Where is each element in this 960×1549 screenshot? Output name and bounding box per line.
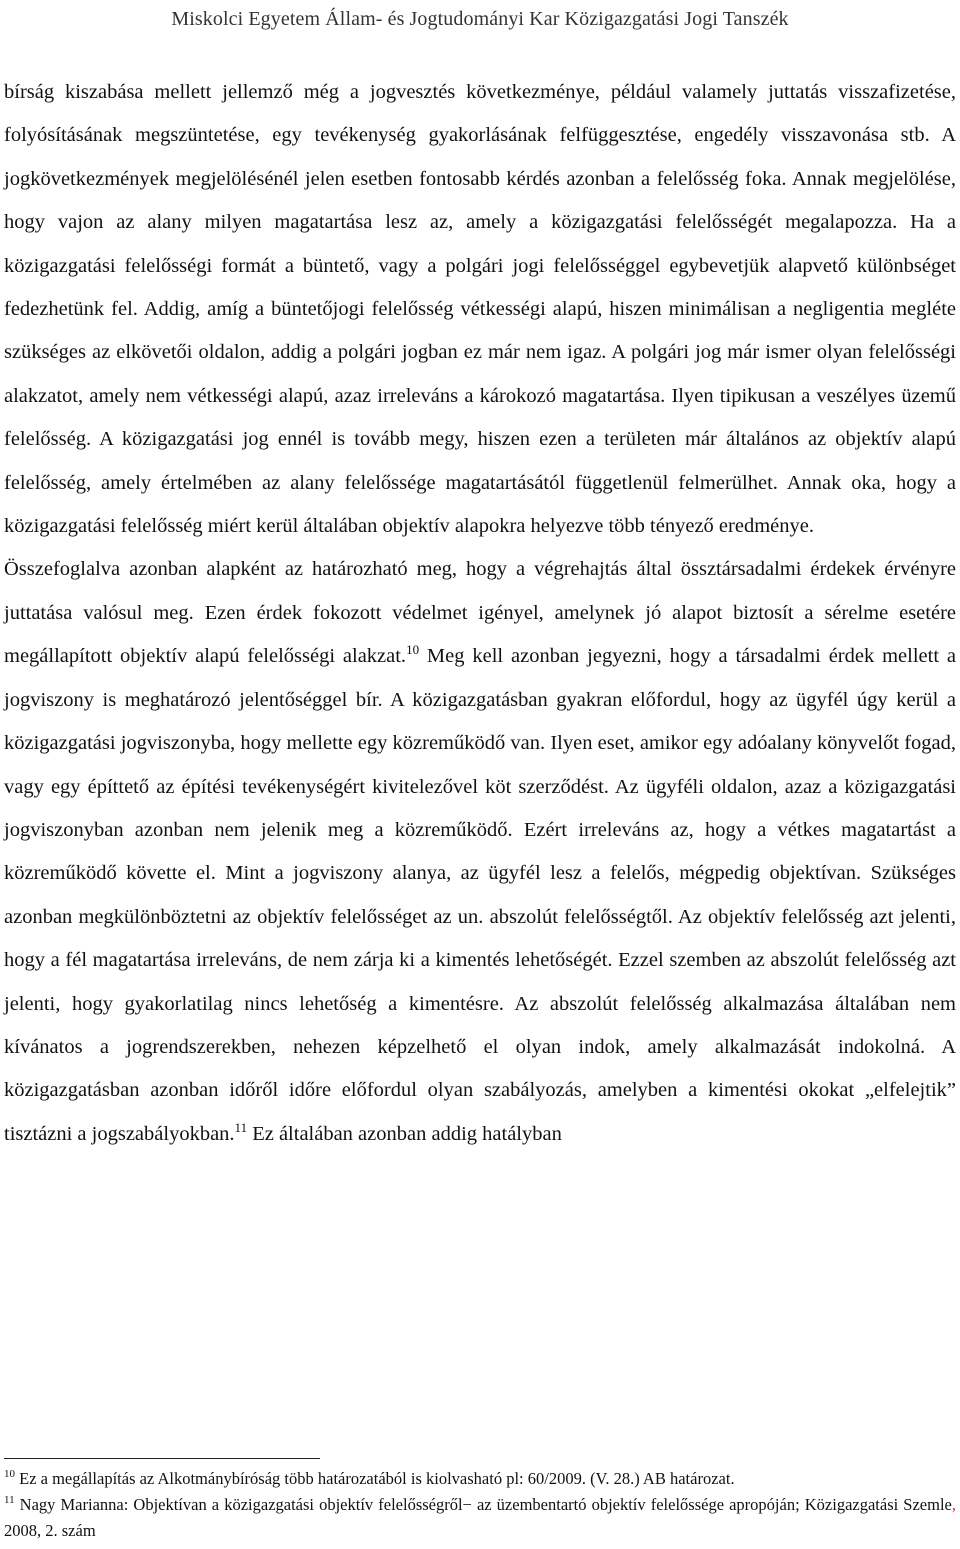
paragraph-2-part-b: Meg kell azonban jegyezni, hogy a társadalmi érdek mellett a jogviszony is meghatározó jelentőséggel bír. A közigazgatásban gyakran előfordul, hogy az ügyfél úgy kerül a közigazgatási jogviszonyba, hogy mellette egy közreműködő van. Ilyen eset, amikor egy adóalany könyvelőt fogad, vagy egy építtető az építési tevékenységért kivitelezővel köt szerződést. Az ügyféli oldalon, azaz a közigazgatási jogviszonyban azonban nem jelenik meg a közreműködő. Ezért irreleváns az, hogy a vétkes magatartást a közreműködő követte el. Mint a jogviszony alanya, az ügyfél lesz a felelős, mégpedig objektívan. Szükséges azonban megkülönböztetni az objektív felelősséget az un. abszolút felelősségtől. Az objektív felelősség azt jelenti, hogy a fél magatartása irreleváns, de nem zárja ki a kimentés lehetőségét. Ezzel szemben az abszolút felelősség azt jelenti, hogy gyakorlatilag nincs lehetőség a kimentésre. Az abszolút felelősség alkalmazása általában nem kívánatos a jogrendszerekben, nehezen képzelhető el olyan indok, amely alkalmazását indokolná. A közigazgatásban azonban időről időre előfordul olyan szabályozás, amelyben a kimentési okokat „elfelejtik” tisztázni a jogszabályokban. — [4, 645, 956, 1145]
footnotes — [4, 1466, 956, 1544]
paragraph-1: bírság kiszabása mellett jellemző még a jogvesztés következménye, például valamely juttatás visszafizetése, folyósításának megszüntetése, egy tevékenység gyakorlásának felfüggesztése, engedély visszavonása stb. A jogkövetkezmények megjelölésénél jelen esetben fontosabb kérdés azonban a felelősség foka. Annak megjelölése, hogy vajon az alany milyen magatartása lesz az, amely a közigazgatási felelősségét megalapozza. Ha a közigazgatási felelősségi formát a büntető, vagy a polgári jogi felelősséggel egybevetjük alapvető különbséget fedezhetünk fel. Addig, amíg a büntetőjogi felelősség vétkességi alapú, hiszen minimálisan a negligentia megléte szükséges az elkövetői oldalon, addig a polgári jogban ez már nem igaz. A polgári jog már ismer olyan felelősségi alakzatot, amely nem vétkességi alapú, azaz irreleváns a károkozó magatartása. Ilyen tipikusan a veszélyes üzemű felelősség. A közigazgatási jog ennél is tovább megy, hiszen ezen a területen már általános az objektív alapú felelősség, amely értelmében az alany felelőssége magatartásától függetlenül felmerülhet. Annak oka, hogy a közigazgatási felelősség miért kerül általában objektív alapokra helyezve több tényező eredménye. — [4, 81, 956, 538]
footnote-ref-11[interactable]: 11 — [234, 1119, 248, 1135]
paragraph-2-part-c: Ez általában azonban addig hatályban — [247, 1122, 562, 1145]
footnote-11-number: 11 — [4, 1494, 15, 1506]
footnote-11-text-a: Nagy Marianna: Objektívan a közigazgatási objektív felelősségről− az üzembentartó objektív felelőssége apropóján; Közigazgatási Szemle — [14, 1495, 952, 1514]
footnote-11-comma: , — [951, 1495, 956, 1514]
footnote-10-text: Ez a megállapítás az Alkotmánybíróság több határozatából is kiolvasható pl: 60/2009. (V. 28.) AB határozat. — [15, 1469, 735, 1488]
paragraph-2-part-a: Összefoglalva azonban alapként az határozható meg, hogy a végrehajtás által össztársadalmi érdekek érvényre juttatása valósul meg. Ezen érdek fokozott védelmet igényel, amelynek jó alapot biztosít a sérelme esetére megállapított objektív alapú felelősségi alakzat. — [4, 558, 956, 668]
body-text — [4, 71, 956, 1156]
footnote-divider — [4, 1458, 320, 1459]
footnote-11-text-b: 2008, 2. szám — [4, 1521, 96, 1540]
paragraph-2 — [4, 548, 956, 1156]
footnote-ref-10[interactable]: 10 — [406, 642, 420, 658]
footnote-10 — [4, 1466, 956, 1492]
footnote-11 — [4, 1492, 956, 1544]
page-header: Miskolci Egyetem Állam- és Jogtudományi Kar Közigazgatási Jogi Tanszék — [171, 8, 789, 30]
footnote-10-number: 10 — [4, 1468, 15, 1480]
